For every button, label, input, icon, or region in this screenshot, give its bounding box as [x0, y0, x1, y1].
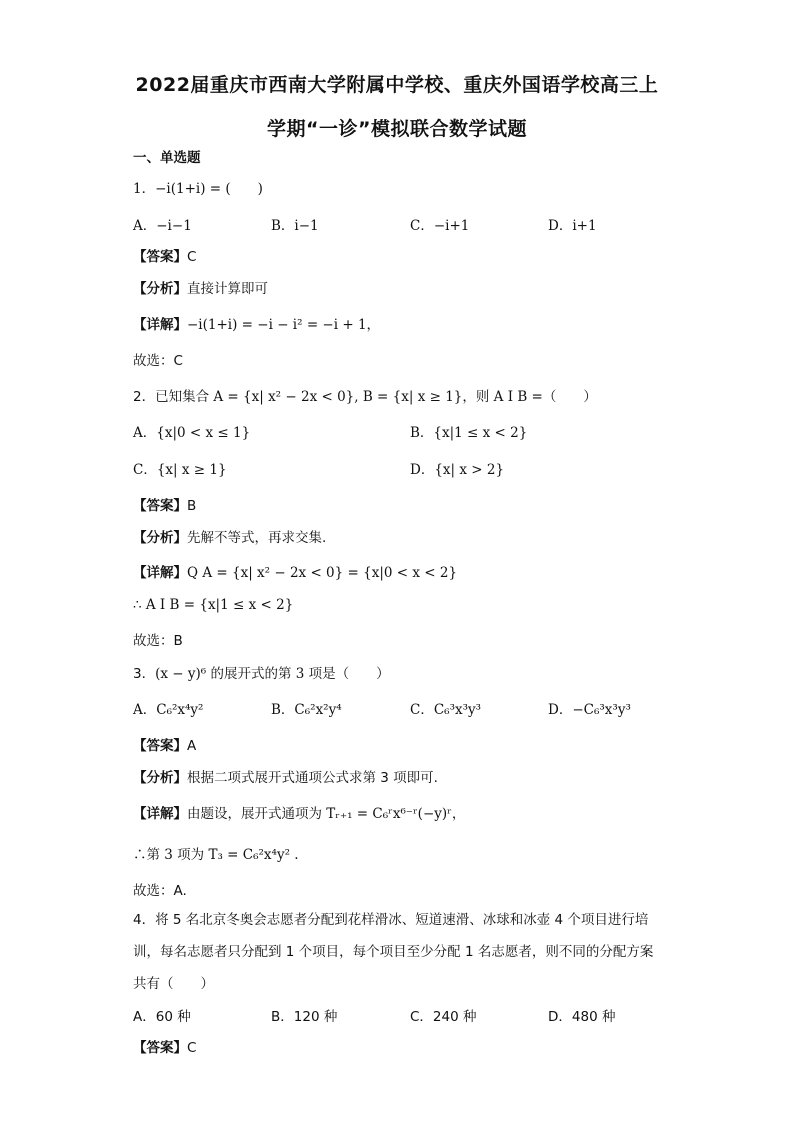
q1-stem [133, 177, 263, 197]
detail-tag: 【详解】 [133, 806, 187, 822]
q1-answer [133, 245, 196, 265]
q4-option-d: D．480 种 [548, 1009, 616, 1025]
q1-final: 故选：C [133, 353, 183, 369]
analysis-tag: 【分析】 [133, 770, 187, 786]
q3-final: 故选：A. [133, 883, 187, 899]
q2-option-c: C．{x| x ≥ 1} [133, 462, 227, 478]
detail-tag: 【详解】 [133, 317, 187, 333]
analysis-tag: 【分析】 [133, 281, 187, 297]
q1-option-c: C．−i+1 [410, 218, 470, 234]
q1-number: 1． [133, 181, 156, 197]
q1-analysis [133, 277, 268, 297]
q4-option-b: B．120 种 [271, 1009, 338, 1025]
q3-number: 3． [133, 666, 156, 682]
q3-option-d: D．−C₆³x³y³ [548, 702, 631, 718]
detail-tag: 【详解】 [133, 565, 187, 581]
q2-detail [133, 561, 457, 581]
q4-stem [133, 904, 661, 1000]
section-heading: 一、单选题 [133, 150, 201, 166]
q3-detail [133, 802, 465, 822]
q4-number: 4． [133, 912, 156, 928]
q1-answer-value: C [187, 249, 197, 265]
answer-tag: 【答案】 [133, 1040, 187, 1056]
q1-option-a: A．−i−1 [133, 218, 192, 234]
q2-detail-2: ∴ A I B = {x|1 ≤ x < 2} [133, 597, 294, 613]
q4-answer-value: C [187, 1040, 197, 1056]
q1-option-b: B．i−1 [271, 218, 319, 234]
q2-answer [133, 494, 196, 514]
q2-answer-value: B [187, 498, 197, 514]
q1-option-d: D．i+1 [548, 218, 597, 234]
q3-option-b: B．C₆²x²y⁴ [271, 702, 342, 718]
q2-stem [133, 385, 597, 405]
q3-answer-value: A [187, 738, 197, 754]
q2-option-a: A．{x|0 < x ≤ 1} [133, 425, 251, 441]
q3-answer [133, 734, 196, 754]
q1-detail-text: −i(1+i) = −i − i² = −i + 1， [187, 317, 381, 333]
answer-tag: 【答案】 [133, 249, 187, 265]
analysis-tag: 【分析】 [133, 530, 187, 546]
q2-option-b: B．{x|1 ≤ x < 2} [410, 425, 528, 441]
q2-number: 2． [133, 389, 156, 405]
q4-answer [133, 1036, 196, 1056]
q2-option-d: D．{x| x > 2} [410, 462, 505, 478]
q2-analysis [133, 526, 326, 546]
page-title-line-1: 2022届重庆市西南大学附属中学校、重庆外国语学校高三上 [135, 74, 659, 96]
q1-stem-text: −i(1+i) = ( ) [155, 181, 263, 197]
answer-tag: 【答案】 [133, 498, 187, 514]
q4-stem-text: 将 5 名北京冬奥会志愿者分配到花样滑冰、短道速滑、冰球和冰壶 4 个项目进行培训，每名志愿者只分配到 1 个项目，每个项目至少分配 1 名志愿者，则不同的分配方案共有（ ） [133, 912, 654, 992]
q2-final: 故选：B [133, 633, 183, 649]
q1-detail [133, 313, 380, 333]
q2-analysis-text: 先解不等式，再求交集. [187, 530, 327, 546]
q2-detail-text: Q A = {x| x² − 2x < 0} = {x|0 < x < 2} [187, 565, 458, 581]
q3-detail-2: ∴第 3 项为 T₃ = C₆²x⁴y² . [133, 847, 299, 863]
q4-option-a: A．60 种 [133, 1009, 191, 1025]
answer-tag: 【答案】 [133, 738, 187, 754]
q3-analysis [133, 766, 438, 786]
page-title-line-2: 学期“一诊”模拟联合数学试题 [267, 118, 527, 140]
q2-stem-text: 已知集合 A = {x| x² − 2x < 0}, B = {x| x ≥ 1}，则 A I B =（ ） [155, 389, 597, 405]
q3-stem-text: (x − y)⁶ 的展开式的第 3 项是（ ） [155, 666, 390, 682]
q3-detail-text: 由题设，展开式通项为 Tᵣ₊₁ = C₆ʳx⁶⁻ʳ(−y)ʳ， [187, 806, 466, 822]
q1-analysis-text: 直接计算即可 [187, 281, 268, 297]
q3-option-c: C．C₆³x³y³ [410, 702, 482, 718]
q3-option-a: A．C₆²x⁴y² [133, 702, 204, 718]
q3-stem [133, 662, 390, 682]
q3-analysis-text: 根据二项式展开式通项公式求第 3 项即可. [187, 770, 438, 786]
q4-option-c: C．240 种 [410, 1009, 477, 1025]
